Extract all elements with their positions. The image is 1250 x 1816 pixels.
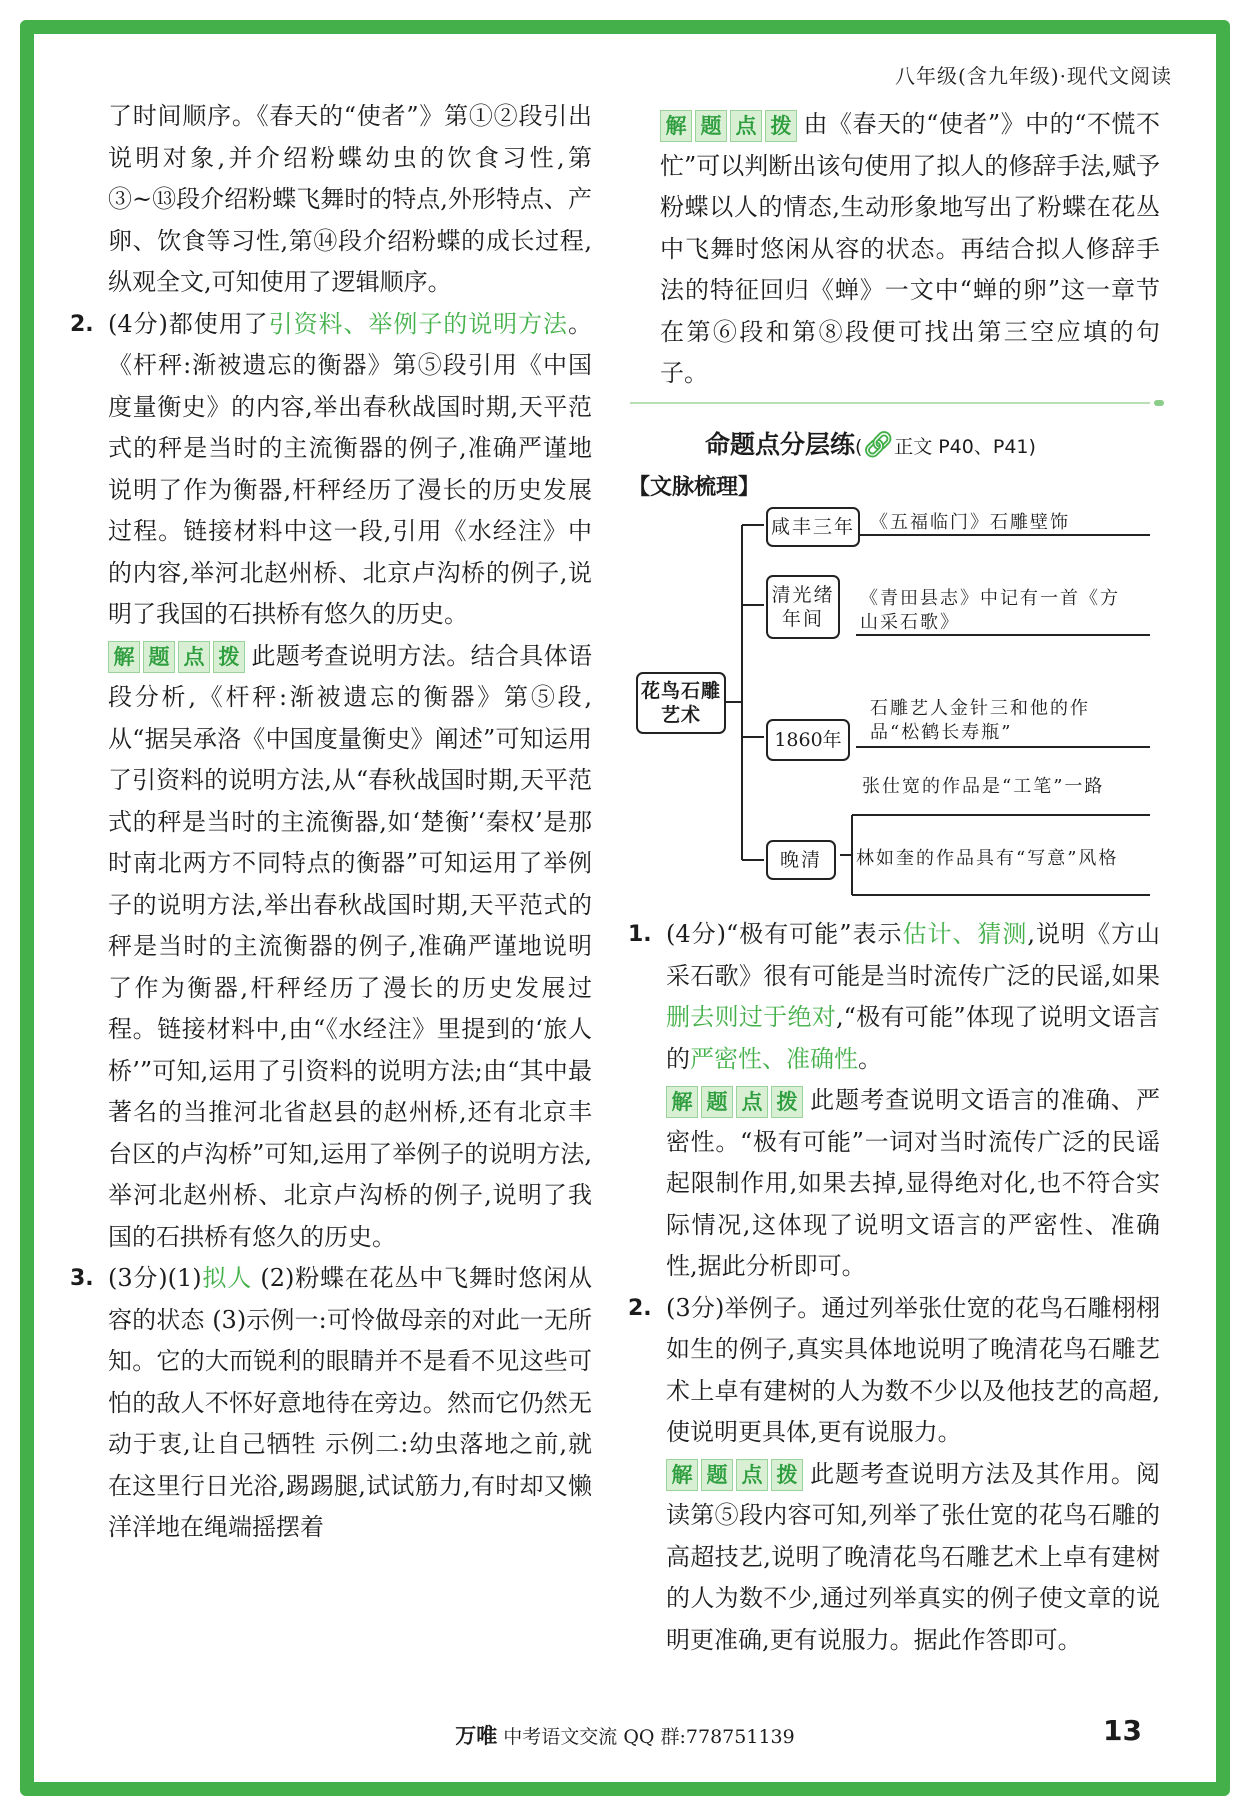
tip-paragraph-r2 [628,1454,1160,1662]
item-text: (2)粉蝶在花丛中飞舞时悠闲从容的状态 (3)示例一:可怜做母亲的对此一无所知。它的大而锐利的眼睛并不是看不见这些可怕的敌人不怀好意地待在旁边。然而它仍然无动于衷,让自己牺牲 示例二:幼虫落地之前,就在这里行日光浴,踢踢腿,试试筋力,有时却又懒洋洋地在绳端摇摆着 [108,1264,593,1541]
item-body: (3分)举例子。通过列举张仕宽的花鸟石雕栩栩如生的例子,真实具体地说明了晚清花鸟石雕艺术上卓有建树的人为数不少以及他技艺的高超,使说明更具体,更有说服力。 [666,1293,1160,1446]
item-number: 3. [70,1266,94,1291]
tip-char: 解 [108,641,140,673]
tip-paragraph-2 [70,636,592,1259]
tip-paragraph-r1 [628,1080,1160,1288]
page-footer [0,1720,1250,1750]
item-text: (3分)(1) [108,1264,202,1292]
tip-char: 拨 [771,1459,803,1491]
answer-item-r1 [628,914,1160,1080]
tip-char: 点 [730,110,762,142]
mind-map [630,505,1150,905]
item-text: (4分)都使用了 [108,309,269,338]
right-column-top [660,104,1160,395]
item-text: 。《杆秤:渐被遗忘的衡器》第⑤段引用《中国度量衡史》的内容,举出春秋战国时期,天平范式的秤是当时的主流衡器的例子,准确严谨地说明了作为衡器,杆秤经历了漫长的历史发展过程。链接材料中这一段,引用《水经注》中的内容,举河北赵州桥、北京卢沟桥的例子,说明了我国的石拱桥有悠久的历史。 [108,309,593,628]
page-header: 八年级(含九年级)·现代文阅读 [895,64,1172,88]
mind-leaf-qingtian: 《青田县志》中记有一首《方山采石歌》 [860,588,1120,633]
tip-char: 点 [178,641,210,673]
mind-node-wanqing: 晚清 [766,840,836,880]
section-ref: 正文 P40、P41) [894,436,1036,458]
mind-node-guangxu: 清光绪年间 [766,575,840,639]
footer-text: 中考语文交流 QQ 群:778751139 [503,1726,795,1748]
answer-highlight: 拟人 [201,1264,252,1292]
item-number: 2. [628,1295,652,1321]
item-body [108,1258,592,1549]
tip-char: 点 [736,1459,768,1491]
item-text: 。 [858,1044,882,1073]
link-icon: 🔗︎ [862,430,895,459]
left-column [70,96,592,1549]
section-title [705,425,1036,461]
tip-char: 拨 [765,110,797,142]
tip-char: 题 [701,1459,733,1491]
item-text: (4分)“极有可能”表示 [666,920,903,948]
tip-text: 由《春天的“使者”》中的“不慌不忙”可以判断出该句使用了拟人的修辞手法,赋予粉蝶以人的情态,生动形象地写出了粉蝶在花丛中飞舞时悠闲从容的状态。再结合拟人修辞手法的特征回归《蝉》一文中“蝉的卵”这一章节在第⑥段和第⑧段便可找出第三空应填的句子。 [660,110,1160,387]
tip-char: 拨 [771,1086,803,1118]
answer-continuation: 了时间顺序。《春天的“使者”》第①②段引出说明对象,并介绍粉蝶幼虫的饮食习性,第③~⑬段介绍粉蝶飞舞时的特点,外形特点、产卵、饮食等习性,第⑭段介绍粉蝶的成长过程,纵观全文,可知使用了逻辑顺序。 [108,102,592,296]
item-text: ,说明《方山采石歌》很有可能是当时流传广泛的民谣,如果 [666,920,1160,990]
tip-char: 拨 [213,641,245,673]
tip-paragraph-3 [660,104,1160,395]
tip-text: 此题考查说明文语言的准确、严密性。“极有可能”一词对当时流传广泛的民谣起限制作用,如果去掉,显得绝对化,也不符合实际情况,这体现了说明文语言的严密性、准确性,据此分析即可。 [666,1086,1160,1280]
page-number: 13 [1103,1714,1142,1747]
section-title-text: 命题点分层练 [705,430,856,459]
section-ref-open: ( [855,436,863,458]
mind-leaf-jinzhen: 石雕艺人金针三和他的作品“松鹤长寿瓶” [870,698,1090,743]
brand-logo: 万唯 [455,1724,498,1748]
mind-node-1860: 1860年 [766,719,850,761]
mind-node-xianfeng: 咸丰三年 [766,507,860,547]
tip-badge [108,641,245,673]
tip-badge [660,110,797,142]
tip-badge [666,1086,803,1118]
section-divider [630,402,1150,404]
answer-item-3 [70,1258,592,1549]
item-body [666,914,1160,1080]
tip-text: 此题考查说明方法。结合具体语段分析,《杆秤:渐被遗忘的衡器》第⑤段,从“据吴承洛《中国度量衡史》阐述”可知运用了引资料的说明方法,从“春秋战国时期,天平范式的秤是当时的主流衡器,如‘楚衡’‘秦权’是那时南北两方不同特点的衡器”可知运用了举例子的说明方法,举出春秋战国时期,天平范式的秤是当时的主流衡器的例子,准确严谨地说明了作为衡器,杆秤经历了漫长的历史发展过程。链接材料中,由“《水经注》里提到的‘旅人桥’”可知,运用了引资料的说明方法;由“其中最著名的当推河北省赵县的赵州桥,还有北京丰台区的卢沟桥”可知,运用了举例子的说明方法,举河北赵州桥、北京卢沟桥的例子,说明了我国的石拱桥有悠久的历史。 [108,641,592,1251]
answer-item-2 [70,304,592,636]
tip-badge [666,1459,803,1491]
tip-char: 题 [695,110,727,142]
answer-highlight: 严密性、准确性 [690,1044,858,1073]
right-column-bottom [628,914,1160,1661]
tip-char: 点 [736,1086,768,1118]
tip-char: 解 [660,110,692,142]
tip-text: 此题考查说明方法及其作用。阅读第⑤段内容可知,列举了张仕宽的花鸟石雕的高超技艺,说明了晚清花鸟石雕艺术上卓有建树的人为数不少,通过列举真实的例子使文章的说明更准确,更有说服力。据此作答即可。 [666,1459,1160,1654]
mind-leaf-wufu: 《五福临门》石雕壁饰 [870,512,1070,533]
answer-item-r2 [628,1288,1160,1454]
item-number: 2. [70,311,94,337]
item-number: 1. [628,922,652,947]
subsection-title: 【文脉梳理】 [628,475,761,500]
tip-char: 解 [666,1459,698,1491]
item-text: ,“极有可能”体现了说明文语言的 [666,1003,1161,1073]
mind-leaf-linrukui: 林如奎的作品具有“写意”风格 [856,848,1119,869]
answer-highlight: 删去则过于绝对 [666,1003,837,1031]
tip-char: 题 [701,1086,733,1118]
tip-char: 题 [143,641,175,673]
mind-leaf-zhangshikuan: 张仕宽的作品是“工笔”一路 [862,776,1105,797]
answer-highlight: 估计、猜测 [902,920,1028,948]
answer-highlight: 引资料、举例子的说明方法 [268,309,569,338]
item-body [108,304,592,636]
mind-center-node: 花鸟石雕艺术 [636,672,726,734]
tip-char: 解 [666,1086,698,1118]
